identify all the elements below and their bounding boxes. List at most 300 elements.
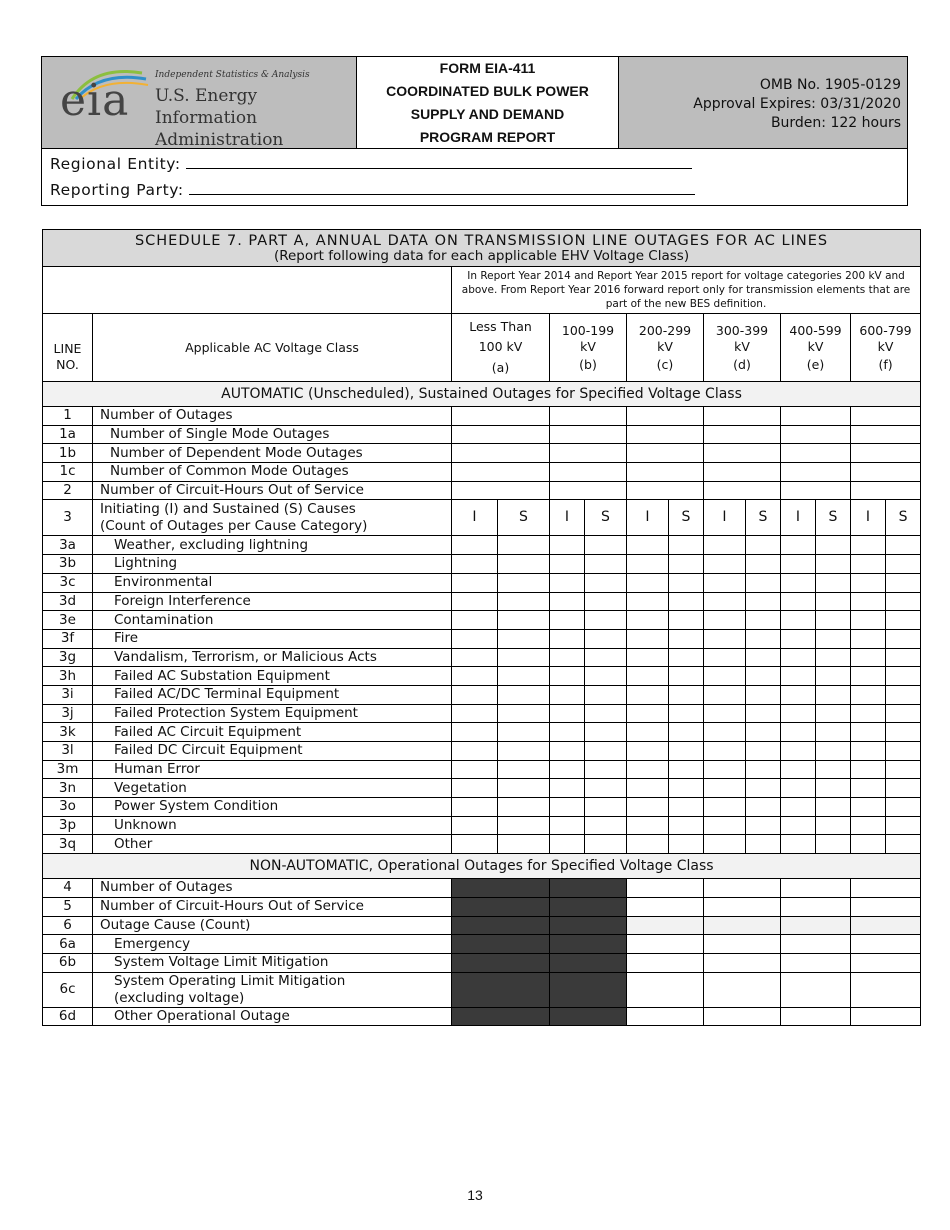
data-entry-cell[interactable] — [585, 667, 627, 686]
data-entry-cell[interactable] — [746, 667, 781, 686]
data-entry-cell[interactable] — [498, 648, 550, 667]
data-entry-cell[interactable] — [746, 760, 781, 779]
initiating-header: I — [704, 500, 746, 536]
note-row — [43, 267, 921, 314]
schedule-subtitle: (Report following data for each applicable EHV Voltage Class) — [273, 248, 690, 264]
data-entry-cell[interactable] — [627, 555, 669, 574]
voltage-column-letter: (b) — [579, 356, 597, 372]
data-entry-cell[interactable] — [816, 723, 851, 742]
data-entry-cell[interactable] — [627, 536, 669, 555]
data-entry-cell[interactable] — [704, 685, 746, 704]
data-entry-cell[interactable] — [669, 629, 704, 648]
causes-header-row — [43, 500, 921, 536]
data-entry-cell[interactable] — [886, 835, 921, 854]
table-row — [43, 667, 921, 686]
data-entry-cell[interactable] — [452, 592, 498, 611]
data-entry-cell[interactable] — [781, 536, 816, 555]
voltage-column-header — [627, 314, 704, 382]
data-entry-cell[interactable] — [452, 555, 498, 574]
data-entry-cell[interactable] — [550, 611, 585, 630]
data-entry-cell[interactable] — [452, 536, 498, 555]
data-entry-cell[interactable] — [781, 816, 816, 835]
data-entry-cell[interactable] — [669, 742, 704, 761]
data-entry-cell[interactable] — [704, 972, 781, 1007]
data-entry-cell[interactable] — [585, 611, 627, 630]
data-entry-cell[interactable] — [585, 742, 627, 761]
data-entry-cell[interactable] — [704, 425, 781, 444]
data-entry-cell[interactable] — [746, 648, 781, 667]
data-entry-cell[interactable] — [669, 648, 704, 667]
data-entry-cell[interactable] — [704, 953, 781, 972]
table-row — [43, 916, 921, 935]
data-entry-cell[interactable] — [627, 935, 704, 954]
data-entry-cell[interactable] — [851, 972, 921, 1007]
data-entry-cell[interactable] — [851, 835, 886, 854]
data-entry-cell[interactable] — [585, 816, 627, 835]
data-entry-cell[interactable] — [781, 592, 816, 611]
data-entry-cell[interactable] — [627, 760, 669, 779]
data-entry-cell[interactable] — [627, 407, 704, 426]
data-entry-cell[interactable] — [746, 835, 781, 854]
data-entry-cell[interactable] — [627, 685, 669, 704]
data-entry-cell[interactable] — [498, 555, 550, 574]
data-entry-cell[interactable] — [627, 611, 669, 630]
data-entry-cell[interactable] — [669, 592, 704, 611]
data-entry-cell[interactable] — [886, 536, 921, 555]
data-entry-cell[interactable] — [627, 897, 704, 916]
data-entry-cell[interactable] — [886, 798, 921, 817]
data-entry-cell[interactable] — [886, 667, 921, 686]
data-entry-cell[interactable] — [550, 667, 585, 686]
data-entry-cell[interactable] — [704, 835, 746, 854]
data-entry-cell[interactable] — [550, 444, 627, 463]
data-entry-cell[interactable] — [746, 536, 781, 555]
data-entry-cell[interactable] — [498, 835, 550, 854]
data-entry-cell[interactable] — [851, 536, 886, 555]
data-entry-cell[interactable] — [704, 879, 781, 898]
data-entry-cell[interactable] — [550, 648, 585, 667]
data-entry-cell[interactable] — [627, 463, 704, 482]
line-number: 2 — [43, 481, 93, 500]
data-entry-cell[interactable] — [781, 935, 851, 954]
data-entry-cell[interactable] — [550, 685, 585, 704]
data-entry-cell[interactable] — [704, 916, 781, 935]
data-entry-cell[interactable] — [851, 685, 886, 704]
data-entry-cell[interactable] — [704, 648, 746, 667]
data-entry-cell[interactable] — [816, 573, 851, 592]
data-entry-cell[interactable] — [746, 723, 781, 742]
data-entry-cell[interactable] — [704, 573, 746, 592]
data-entry-cell[interactable] — [781, 481, 851, 500]
data-entry-cell[interactable] — [816, 779, 851, 798]
logo-mark: eia — [60, 75, 130, 126]
data-entry-cell[interactable] — [851, 779, 886, 798]
data-entry-cell[interactable] — [704, 897, 781, 916]
data-entry-cell[interactable] — [498, 704, 550, 723]
data-entry-cell[interactable] — [781, 760, 816, 779]
data-entry-cell[interactable] — [627, 816, 669, 835]
data-entry-cell[interactable] — [781, 555, 816, 574]
data-entry-cell[interactable] — [816, 760, 851, 779]
voltage-column-letter: (f) — [878, 356, 893, 372]
data-entry-cell[interactable] — [851, 573, 886, 592]
sustained-header: S — [498, 500, 550, 536]
data-entry-cell[interactable] — [585, 536, 627, 555]
data-entry-cell[interactable] — [746, 779, 781, 798]
data-entry-cell[interactable] — [585, 648, 627, 667]
data-entry-cell[interactable] — [851, 798, 886, 817]
data-entry-cell[interactable] — [669, 611, 704, 630]
data-entry-cell[interactable] — [669, 536, 704, 555]
data-entry-cell[interactable] — [550, 536, 585, 555]
data-entry-cell[interactable] — [585, 685, 627, 704]
data-entry-cell[interactable] — [585, 555, 627, 574]
data-entry-cell[interactable] — [816, 611, 851, 630]
data-entry-cell[interactable] — [704, 667, 746, 686]
data-entry-cell[interactable] — [851, 723, 886, 742]
data-entry-cell[interactable] — [781, 425, 851, 444]
data-entry-cell[interactable] — [669, 723, 704, 742]
data-entry-cell[interactable] — [498, 536, 550, 555]
row-label: Human Error — [93, 760, 452, 779]
data-entry-cell[interactable] — [550, 723, 585, 742]
data-entry-cell[interactable] — [816, 835, 851, 854]
data-entry-cell[interactable] — [781, 444, 851, 463]
data-entry-cell[interactable] — [704, 611, 746, 630]
data-entry-cell[interactable] — [781, 611, 816, 630]
data-entry-cell[interactable] — [550, 816, 585, 835]
data-entry-cell[interactable] — [704, 742, 746, 761]
data-entry-cell[interactable] — [669, 779, 704, 798]
data-entry-cell[interactable] — [498, 592, 550, 611]
line-no-header — [43, 314, 93, 382]
data-entry-cell[interactable] — [452, 835, 498, 854]
approval-expires: Approval Expires: 03/31/2020 — [693, 96, 901, 112]
voltage-column-label: 600-799 — [859, 322, 912, 338]
data-entry-cell[interactable] — [886, 592, 921, 611]
data-entry-cell[interactable] — [627, 667, 669, 686]
data-entry-cell[interactable] — [550, 835, 585, 854]
data-entry-cell[interactable] — [550, 779, 585, 798]
table-row — [43, 611, 921, 630]
data-entry-cell[interactable] — [452, 463, 550, 482]
data-entry-cell[interactable] — [851, 879, 921, 898]
data-entry-cell[interactable] — [816, 629, 851, 648]
data-entry-cell[interactable] — [704, 935, 781, 954]
data-entry-cell[interactable] — [816, 685, 851, 704]
data-entry-cell[interactable] — [498, 629, 550, 648]
data-entry-cell[interactable] — [669, 685, 704, 704]
data-entry-cell[interactable] — [781, 798, 816, 817]
data-entry-cell[interactable] — [886, 685, 921, 704]
data-entry-cell[interactable] — [704, 592, 746, 611]
data-entry-cell[interactable] — [781, 629, 816, 648]
data-entry-cell[interactable] — [746, 555, 781, 574]
regional-entity-field[interactable] — [186, 154, 692, 169]
data-entry-cell[interactable] — [886, 704, 921, 723]
data-entry-cell[interactable] — [781, 879, 851, 898]
data-entry-cell[interactable] — [851, 592, 886, 611]
table-row — [43, 879, 921, 898]
data-entry-cell[interactable] — [781, 704, 816, 723]
data-entry-cell[interactable] — [585, 798, 627, 817]
row-label: Lightning — [93, 555, 452, 574]
data-entry-cell[interactable] — [627, 648, 669, 667]
data-entry-cell[interactable] — [781, 916, 851, 935]
data-entry-cell[interactable] — [452, 685, 498, 704]
data-entry-cell[interactable] — [816, 667, 851, 686]
data-entry-cell[interactable] — [452, 407, 550, 426]
table-row — [43, 648, 921, 667]
data-entry-cell[interactable] — [851, 916, 921, 935]
data-entry-cell[interactable] — [851, 760, 886, 779]
data-entry-cell[interactable] — [627, 425, 704, 444]
data-entry-cell[interactable] — [452, 573, 498, 592]
data-entry-cell[interactable] — [704, 798, 746, 817]
data-entry-cell[interactable] — [498, 760, 550, 779]
data-entry-cell[interactable] — [452, 779, 498, 798]
data-entry-cell[interactable] — [851, 444, 921, 463]
data-entry-cell[interactable] — [704, 779, 746, 798]
data-entry-cell[interactable] — [550, 742, 585, 761]
data-entry-cell[interactable] — [746, 742, 781, 761]
data-entry-cell[interactable] — [851, 816, 886, 835]
data-entry-cell[interactable] — [498, 723, 550, 742]
data-entry-cell[interactable] — [585, 779, 627, 798]
data-entry-cell[interactable] — [781, 723, 816, 742]
data-entry-cell[interactable] — [498, 667, 550, 686]
data-entry-cell[interactable] — [704, 555, 746, 574]
data-entry-cell[interactable] — [550, 629, 585, 648]
data-entry-cell[interactable] — [452, 723, 498, 742]
data-entry-cell[interactable] — [886, 611, 921, 630]
data-entry-cell[interactable] — [627, 798, 669, 817]
row-label: Number of Single Mode Outages — [93, 425, 452, 444]
data-entry-cell[interactable] — [886, 555, 921, 574]
data-entry-cell[interactable] — [851, 742, 886, 761]
data-entry-cell[interactable] — [585, 760, 627, 779]
disabled-cell — [452, 879, 550, 898]
data-entry-cell[interactable] — [627, 481, 704, 500]
data-entry-cell[interactable] — [627, 629, 669, 648]
voltage-column-label: 100-199 — [561, 322, 615, 338]
data-entry-cell[interactable] — [452, 704, 498, 723]
data-entry-cell[interactable] — [669, 760, 704, 779]
data-entry-cell[interactable] — [627, 742, 669, 761]
data-entry-cell[interactable] — [816, 555, 851, 574]
data-entry-cell[interactable] — [498, 779, 550, 798]
data-entry-cell[interactable] — [704, 463, 781, 482]
data-entry-cell[interactable] — [452, 425, 550, 444]
data-entry-cell[interactable] — [550, 555, 585, 574]
data-entry-cell[interactable] — [498, 573, 550, 592]
header-top-row — [42, 57, 907, 149]
data-entry-cell[interactable] — [886, 723, 921, 742]
data-entry-cell[interactable] — [704, 481, 781, 500]
automatic-rows — [43, 407, 921, 500]
data-entry-cell[interactable] — [585, 723, 627, 742]
data-entry-cell[interactable] — [627, 723, 669, 742]
data-entry-cell[interactable] — [851, 935, 921, 954]
data-entry-cell[interactable] — [452, 648, 498, 667]
data-entry-cell[interactable] — [816, 536, 851, 555]
reporting-party-field[interactable] — [189, 180, 695, 195]
data-entry-cell[interactable] — [781, 835, 816, 854]
data-entry-cell[interactable] — [781, 742, 816, 761]
data-entry-cell[interactable] — [452, 481, 550, 500]
data-entry-cell[interactable] — [452, 667, 498, 686]
data-entry-cell[interactable] — [886, 779, 921, 798]
line-number: 3e — [43, 611, 93, 630]
data-entry-cell[interactable] — [746, 629, 781, 648]
table-row — [43, 463, 921, 482]
data-entry-cell[interactable] — [704, 629, 746, 648]
data-entry-cell[interactable] — [704, 536, 746, 555]
data-entry-cell[interactable] — [627, 444, 704, 463]
voltage-column-letter: (c) — [656, 356, 674, 372]
data-entry-cell[interactable] — [669, 555, 704, 574]
line-no-header-line: LINE — [53, 341, 82, 356]
data-entry-cell[interactable] — [816, 648, 851, 667]
data-entry-cell[interactable] — [669, 667, 704, 686]
data-entry-cell[interactable] — [816, 592, 851, 611]
data-entry-cell[interactable] — [704, 723, 746, 742]
data-entry-cell[interactable] — [452, 816, 498, 835]
data-entry-cell[interactable] — [851, 425, 921, 444]
form-title-cell — [357, 57, 619, 148]
data-entry-cell[interactable] — [669, 816, 704, 835]
data-entry-cell[interactable] — [585, 704, 627, 723]
data-entry-cell[interactable] — [452, 798, 498, 817]
data-entry-cell[interactable] — [627, 592, 669, 611]
data-entry-cell[interactable] — [704, 1007, 781, 1026]
data-entry-cell[interactable] — [746, 798, 781, 817]
data-entry-cell[interactable] — [886, 629, 921, 648]
data-entry-cell[interactable] — [550, 760, 585, 779]
data-entry-cell[interactable] — [851, 648, 886, 667]
data-entry-cell[interactable] — [704, 444, 781, 463]
data-entry-cell[interactable] — [781, 897, 851, 916]
data-entry-cell[interactable] — [746, 704, 781, 723]
data-entry-cell[interactable] — [627, 879, 704, 898]
data-entry-cell[interactable] — [746, 592, 781, 611]
data-entry-cell[interactable] — [781, 1007, 851, 1026]
data-entry-cell[interactable] — [550, 425, 627, 444]
data-entry-cell[interactable] — [851, 1007, 921, 1026]
data-entry-cell[interactable] — [550, 481, 627, 500]
data-entry-cell[interactable] — [498, 685, 550, 704]
data-entry-cell[interactable] — [816, 798, 851, 817]
data-entry-cell[interactable] — [550, 463, 627, 482]
data-entry-cell[interactable] — [498, 816, 550, 835]
data-entry-cell[interactable] — [627, 704, 669, 723]
data-entry-cell[interactable] — [627, 1007, 704, 1026]
data-entry-cell[interactable] — [886, 648, 921, 667]
data-entry-cell[interactable] — [781, 953, 851, 972]
data-entry-cell[interactable] — [627, 779, 669, 798]
data-entry-cell[interactable] — [585, 835, 627, 854]
data-entry-cell[interactable] — [851, 555, 886, 574]
data-entry-cell[interactable] — [452, 444, 550, 463]
data-entry-cell[interactable] — [781, 407, 851, 426]
table-row — [43, 407, 921, 426]
data-entry-cell[interactable] — [452, 629, 498, 648]
data-entry-cell[interactable] — [585, 573, 627, 592]
data-entry-cell[interactable] — [627, 953, 704, 972]
data-entry-cell[interactable] — [669, 573, 704, 592]
data-entry-cell[interactable] — [550, 407, 627, 426]
data-entry-cell[interactable] — [452, 611, 498, 630]
data-entry-cell[interactable] — [851, 897, 921, 916]
data-entry-cell[interactable] — [781, 972, 851, 1007]
data-entry-cell[interactable] — [498, 798, 550, 817]
data-entry-cell[interactable] — [816, 816, 851, 835]
data-entry-cell[interactable] — [498, 742, 550, 761]
data-entry-cell[interactable] — [886, 573, 921, 592]
data-entry-cell[interactable] — [550, 592, 585, 611]
data-entry-cell[interactable] — [704, 816, 746, 835]
data-entry-cell[interactable] — [704, 704, 746, 723]
data-entry-cell[interactable] — [704, 760, 746, 779]
data-entry-cell[interactable] — [627, 972, 704, 1007]
data-entry-cell[interactable] — [452, 742, 498, 761]
data-entry-cell[interactable] — [851, 667, 886, 686]
data-entry-cell[interactable] — [816, 704, 851, 723]
data-entry-cell[interactable] — [452, 760, 498, 779]
data-entry-cell[interactable] — [851, 611, 886, 630]
data-entry-cell[interactable] — [669, 835, 704, 854]
data-entry-cell[interactable] — [669, 798, 704, 817]
data-entry-cell[interactable] — [851, 407, 921, 426]
data-entry-cell[interactable] — [746, 816, 781, 835]
data-entry-cell[interactable] — [550, 573, 585, 592]
form-header — [41, 56, 908, 206]
page-number: 13 — [467, 1187, 483, 1203]
data-entry-cell[interactable] — [851, 463, 921, 482]
data-entry-cell[interactable] — [550, 798, 585, 817]
row-label-line: Emergency — [114, 935, 191, 952]
data-entry-cell[interactable] — [781, 463, 851, 482]
data-entry-cell[interactable] — [669, 704, 704, 723]
data-entry-cell[interactable] — [498, 611, 550, 630]
data-entry-cell[interactable] — [781, 573, 816, 592]
data-entry-cell[interactable] — [627, 573, 669, 592]
data-entry-cell[interactable] — [746, 685, 781, 704]
data-entry-cell[interactable] — [781, 779, 816, 798]
data-entry-cell[interactable] — [851, 629, 886, 648]
data-entry-cell[interactable] — [746, 611, 781, 630]
data-entry-cell[interactable] — [585, 592, 627, 611]
data-entry-cell[interactable] — [704, 407, 781, 426]
data-entry-cell[interactable] — [746, 573, 781, 592]
data-entry-cell[interactable] — [585, 629, 627, 648]
data-entry-cell[interactable] — [851, 481, 921, 500]
data-entry-cell[interactable] — [627, 835, 669, 854]
data-entry-cell[interactable] — [816, 742, 851, 761]
data-entry-cell[interactable] — [851, 704, 886, 723]
data-entry-cell[interactable] — [886, 760, 921, 779]
data-entry-cell[interactable] — [781, 667, 816, 686]
data-entry-cell[interactable] — [781, 685, 816, 704]
data-entry-cell[interactable] — [781, 648, 816, 667]
data-entry-cell[interactable] — [886, 816, 921, 835]
data-entry-cell[interactable] — [627, 916, 704, 935]
automatic-section-title: AUTOMATIC (Unscheduled), Sustained Outages for Specified Voltage Class — [43, 382, 921, 407]
nonauto-section-title: NON-AUTOMATIC, Operational Outages for Specified Voltage Class — [43, 854, 921, 879]
data-entry-cell[interactable] — [550, 704, 585, 723]
data-entry-cell[interactable] — [851, 953, 921, 972]
data-entry-cell[interactable] — [886, 742, 921, 761]
